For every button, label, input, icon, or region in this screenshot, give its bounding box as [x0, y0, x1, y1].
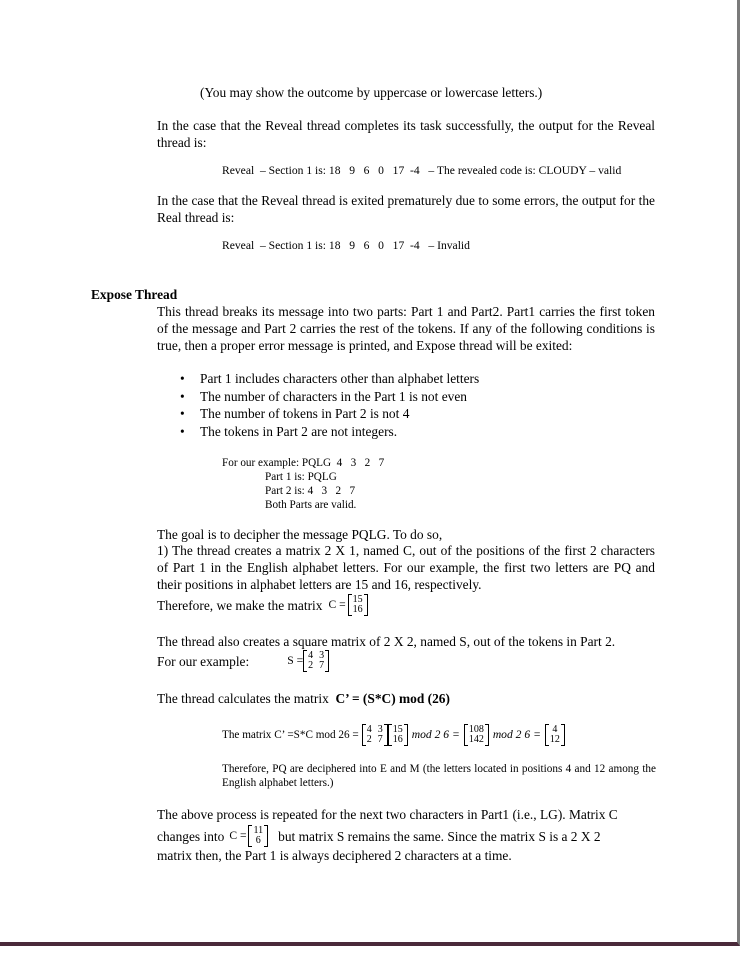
matrix-c2: 11 6: [248, 825, 268, 847]
list-item: • Part 1 includes characters other than alphabet letters: [180, 371, 480, 386]
matrix-c-inline: 15 16: [388, 724, 408, 746]
matrix-c2-line: changes into C = 11 6 but matrix S remains the same. Since the matrix S is a 2 X 2: [157, 825, 601, 846]
expose-thread-heading: Expose Thread: [91, 287, 178, 302]
example-line: For our example: PQLG 4 3 2 7: [222, 457, 385, 469]
repeat-line: The above process is repeated for the next two characters in Part1 (i.e., LG). Matrix C: [157, 807, 618, 822]
bullet-icon: •: [180, 423, 185, 439]
example-valid: Both Parts are valid.: [265, 499, 357, 511]
matrix-product: 108 142: [464, 724, 489, 746]
matrix-result: 4 12: [545, 724, 565, 746]
matrix-s-inline: 4 3 2 7: [362, 724, 388, 746]
repeat-line-end: matrix then, the Part 1 is always deciphered 2 characters at a time.: [157, 848, 512, 863]
matrix-c-line: Therefore, we make the matrix C = 15 16: [157, 594, 368, 616]
calc-line: The thread calculates the matrix C’ = (S*C) mod (26): [157, 691, 450, 706]
example-part1: Part 1 is: PQLG: [265, 471, 337, 483]
reveal-success-paragraph: In the case that the Reveal thread completes its task successfully, the output for the Reveal thread is:: [157, 118, 655, 150]
reveal-error-output: Reveal – Section 1 is: 18 9 6 0 17 -4 – Invalid: [222, 239, 470, 252]
bullet-icon: •: [180, 388, 185, 404]
therefore-note: Therefore, PQ are deciphered into E and M (the letters located in positions 4 and 12 among the English alphabet letters.): [222, 763, 656, 789]
list-item: • The number of characters in the Part 1 is not even: [180, 388, 467, 404]
square-matrix-intro: The thread also creates a square matrix of 2 X 2, named S, out of the tokens in Part 2.: [157, 634, 616, 649]
reveal-error-paragraph: In the case that the Reveal thread is exited prematurely due to some errors, the output for the Real thread is:: [157, 193, 655, 225]
matrix-s: 4 3 2 7: [303, 650, 329, 672]
bullet-icon: •: [180, 406, 185, 422]
goal-step-paragraph: 1) The thread creates a matrix 2 X 1, named C, out of the positions of the first 2 characters of Part 1 in the English alphabet letters. For our example, the first two letters are PQ and their positions in alphabet letters are 15 and 16, respectively.: [157, 543, 655, 592]
intro-note: (You may show the outcome by uppercase or lowercase letters.): [200, 85, 543, 100]
example-part2: Part 2 is: 4 3 2 7: [265, 485, 356, 497]
matrix-s-line: For our example: S = 4 3 2 7: [157, 650, 329, 672]
bullet-icon: •: [180, 371, 185, 386]
goal-line: The goal is to decipher the message PQLG. To do so,: [157, 527, 443, 542]
matrix-equation: The matrix C’ =S*C mod 26 = 4 3 2 7 15 16 mod 2 6 = 108 142 mod 2 6 = 4 12: [222, 724, 565, 746]
list-item: • The tokens in Part 2 are not integers.: [180, 423, 398, 439]
list-item: • The number of tokens in Part 2 is not 4: [180, 406, 410, 422]
reveal-success-output: Reveal – Section 1 is: 18 9 6 0 17 -4 – The revealed code is: CLOUDY – valid: [222, 164, 622, 177]
expose-intro-paragraph: This thread breaks its message into two parts: Part 1 and Part2. Part1 carries the first token of the message and Part 2 carries the rest of the tokens. If any of the following conditions is true, then a proper error message is printed, and Expose thread will be exited:: [157, 304, 655, 353]
conditions-list: [172, 370, 652, 440]
matrix-c: 15 16: [348, 594, 368, 616]
